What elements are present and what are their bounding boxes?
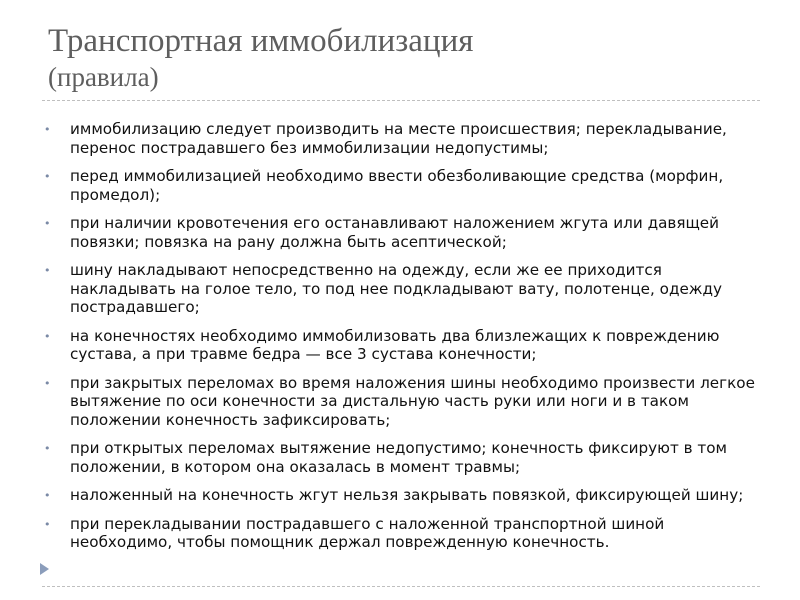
bullet-list (44, 120, 759, 562)
bullet-icon: • (44, 442, 51, 455)
bullet-icon: • (44, 217, 51, 230)
bullet-text: иммобилизацию следует производить на месте происшествия; перекладывание, перенос пострадавшего без иммобилизации недопустимы; (70, 120, 727, 157)
bullet-item (44, 374, 759, 430)
bullet-item (44, 327, 759, 364)
bullet-text: перед иммобилизацией необходимо ввести обезболивающие средства (морфин, промедол); (70, 167, 724, 204)
bullet-item (44, 167, 759, 204)
bullet-item (44, 214, 759, 251)
bullet-text: наложенный на конечность жгут нельзя закрывать повязкой, фиксирующей шину; (70, 486, 744, 504)
title-block (48, 22, 748, 94)
page-title: Транспортная иммобилизация (48, 23, 474, 59)
footer-divider (42, 586, 760, 587)
bullet-item (44, 439, 759, 476)
bullet-item (44, 486, 759, 505)
triangle-right-icon (40, 563, 49, 575)
page-subtitle: (правила) (48, 62, 159, 92)
bullet-text: при перекладывании пострадавшего с наложенной транспортной шиной необходимо, чтобы помощник держал поврежденную конечность. (70, 514, 665, 551)
bullet-icon: • (44, 170, 51, 183)
bullet-item (44, 120, 759, 157)
bullet-icon: • (44, 264, 51, 277)
bullet-text: на конечностях необходимо иммобилизовать два близлежащих к повреждению сустава, а при травме бедра — все 3 сустава конечности; (70, 326, 720, 363)
bullet-item (44, 515, 759, 552)
bullet-icon: • (44, 123, 51, 136)
bullet-icon: • (44, 329, 51, 343)
bullet-text: шину накладывают непосредственно на одежду, если же ее приходится накладывать на голое тело, то под нее подкладывают вату, полотенце, одежду пострадавшего; (70, 261, 722, 316)
bullet-item (44, 261, 759, 317)
bullet-text: при наличии кровотечения его останавливают наложением жгута или давящей повязки; повязка на рану должна быть асептической; (70, 214, 719, 251)
bullet-icon: • (44, 376, 51, 390)
bullet-icon: • (44, 489, 51, 502)
bullet-text: при закрытых переломах во время наложения шины необходимо произвести легкое вытяжение по оси конечности за дистальную часть руки или ноги и в таком положении конечность зафиксировать; (70, 373, 755, 429)
bullet-text: при открытых переломах вытяжение недопустимо; конечность фиксируют в том положении, в котором она оказалась в момент травмы; (70, 439, 727, 476)
bullet-icon: • (44, 517, 51, 531)
title-divider (42, 100, 760, 101)
